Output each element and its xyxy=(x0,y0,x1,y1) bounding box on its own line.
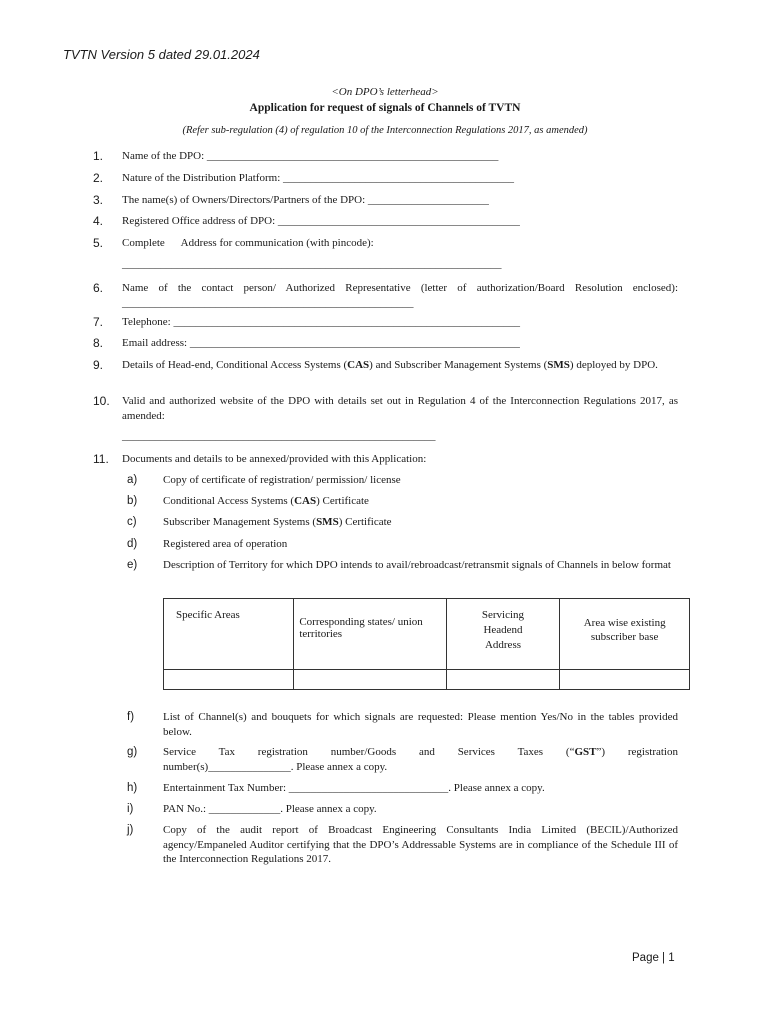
subitem-text: PAN No.: _____________. Please annex a copy. xyxy=(163,803,377,815)
subitem-letter: e) xyxy=(127,559,138,571)
subitem-letter: j) xyxy=(127,824,134,836)
table-row xyxy=(164,670,690,690)
item-9 xyxy=(93,358,678,373)
header-subscriber-base: Area wise existing subscriber base xyxy=(560,599,690,670)
item-text: Name of the contact person/ Authorized Representative (letter of authorization/Board Resolution enclosed): _____________________________________________________ xyxy=(122,282,678,309)
subitem-b xyxy=(127,494,678,509)
item-6 xyxy=(93,281,678,310)
subitem-letter: f) xyxy=(127,711,135,723)
subitem-text: List of Channel(s) and bouquets for which signals are requested: Please mention Yes/No in the tables provided below. xyxy=(163,711,678,738)
subitem-letter: a) xyxy=(127,474,138,486)
website-blank-line: _________________________________________________________ xyxy=(122,430,436,442)
letterhead-note: <On DPO’s letterhead> xyxy=(331,86,439,98)
item-10 xyxy=(93,394,678,423)
subitem-h xyxy=(127,781,678,796)
table-cell[interactable] xyxy=(560,670,690,690)
item-number: 11. xyxy=(93,452,109,466)
item-text: The name(s) of Owners/Directors/Partners of the DPO: ______________________ xyxy=(122,194,489,206)
subitem-letter: i) xyxy=(127,803,134,815)
item-7 xyxy=(93,315,678,330)
header-specific-areas: Specific Areas xyxy=(164,599,294,670)
item-11 xyxy=(93,452,678,467)
header-headend-address: Servicing Headend Address xyxy=(446,599,560,670)
item-number: 4. xyxy=(93,214,104,228)
item-text: Registered Office address of DPO: ____________________________________________ xyxy=(122,215,520,227)
subitem-f xyxy=(127,710,678,739)
sms-abbrev: SMS xyxy=(547,359,570,371)
table-cell[interactable] xyxy=(446,670,560,690)
table-cell[interactable] xyxy=(294,670,446,690)
territory-table xyxy=(163,598,690,690)
subitem-text: Entertainment Tax Number: _____________________________. Please annex a copy. xyxy=(163,782,545,794)
page-number: Page | 1 xyxy=(632,952,675,964)
subitem-letter: b) xyxy=(127,495,138,507)
header-states: Corresponding states/ union territories xyxy=(294,599,446,670)
subitem-text: Registered area of operation xyxy=(163,538,288,550)
subitem-letter: d) xyxy=(127,538,138,550)
item-number: 6. xyxy=(93,281,104,295)
version-header: TVTN Version 5 dated 29.01.2024 xyxy=(63,47,260,62)
item-5 xyxy=(93,236,678,251)
subitem-g xyxy=(127,745,681,774)
item-1 xyxy=(93,149,678,164)
item-3 xyxy=(93,193,678,208)
item-text: Details of Head-end, Conditional Access Systems (CAS) and Subscriber Management Systems (SMS) deployed by DPO. xyxy=(122,359,658,371)
item-number: 2. xyxy=(93,171,104,185)
cas-abbrev: CAS xyxy=(294,495,317,507)
table-cell[interactable] xyxy=(164,670,294,690)
subitem-i xyxy=(127,802,678,817)
subitem-text: Conditional Access Systems (CAS) Certificate xyxy=(163,495,369,507)
subitem-c xyxy=(127,515,678,530)
item-text: Nature of the Distribution Platform: __________________________________________ xyxy=(122,172,514,184)
address-blank-line: _____________________________________________________________________ xyxy=(122,258,502,270)
subitem-text: Copy of certificate of registration/ permission/ license xyxy=(163,474,401,486)
subitem-d xyxy=(127,537,678,552)
subitem-e xyxy=(127,558,678,573)
subitem-text: Subscriber Management Systems (SMS) Certificate xyxy=(163,516,392,528)
table-header-row xyxy=(164,599,690,670)
subitem-letter: g) xyxy=(127,746,138,758)
item-number: 1. xyxy=(93,149,104,163)
item-number: 3. xyxy=(93,193,104,207)
subitem-letter: c) xyxy=(127,516,137,528)
sms-abbrev: SMS xyxy=(316,516,339,528)
item-text: Documents and details to be annexed/provided with this Application: xyxy=(122,453,427,465)
item-4 xyxy=(93,214,678,229)
item-text: Complete Address for communication (with pincode): xyxy=(122,237,374,249)
subitem-j xyxy=(127,823,678,867)
item-number: 7. xyxy=(93,315,104,329)
item-number: 8. xyxy=(93,336,104,350)
gst-abbrev: GST xyxy=(574,746,597,758)
item-number: 5. xyxy=(93,236,104,250)
item-number: 9. xyxy=(93,358,104,372)
item-text: Telephone: _______________________________________________________________ xyxy=(122,316,520,328)
subitem-text: Copy of the audit report of Broadcast Engineering Consultants India Limited (BECIL)/Authorized agency/Empaneled Auditor certifying that the DPO’s Addressable Systems are in compliance of the Schedule III of the Interconnection Regulations 2017. xyxy=(163,824,678,865)
subitem-text: Description of Territory for which DPO intends to avail/rebroadcast/retransmit signals of Channels in below format xyxy=(163,559,671,571)
subitem-a xyxy=(127,473,678,488)
item-8 xyxy=(93,336,678,351)
item-text: Email address: ____________________________________________________________ xyxy=(122,337,520,349)
item-number: 10. xyxy=(93,394,110,408)
item-text: Valid and authorized website of the DPO with details set out in Regulation 4 of the Interconnection Regulations 2017, as amended: xyxy=(122,395,678,422)
cas-abbrev: CAS xyxy=(347,359,370,371)
regulation-reference: (Refer sub-regulation (4) of regulation 10 of the Interconnection Regulations 2017, as amended) xyxy=(182,125,588,136)
subitem-text: Service Tax registration number/Goods and Services Taxes (“GST”) registration number(s)_______________. Please annex a copy. xyxy=(163,746,681,773)
item-text: Name of the DPO: _____________________________________________________ xyxy=(122,150,499,162)
document-title: Application for request of signals of Channels of TVTN xyxy=(249,102,521,114)
item-2 xyxy=(93,171,678,186)
subitem-letter: h) xyxy=(127,782,138,794)
